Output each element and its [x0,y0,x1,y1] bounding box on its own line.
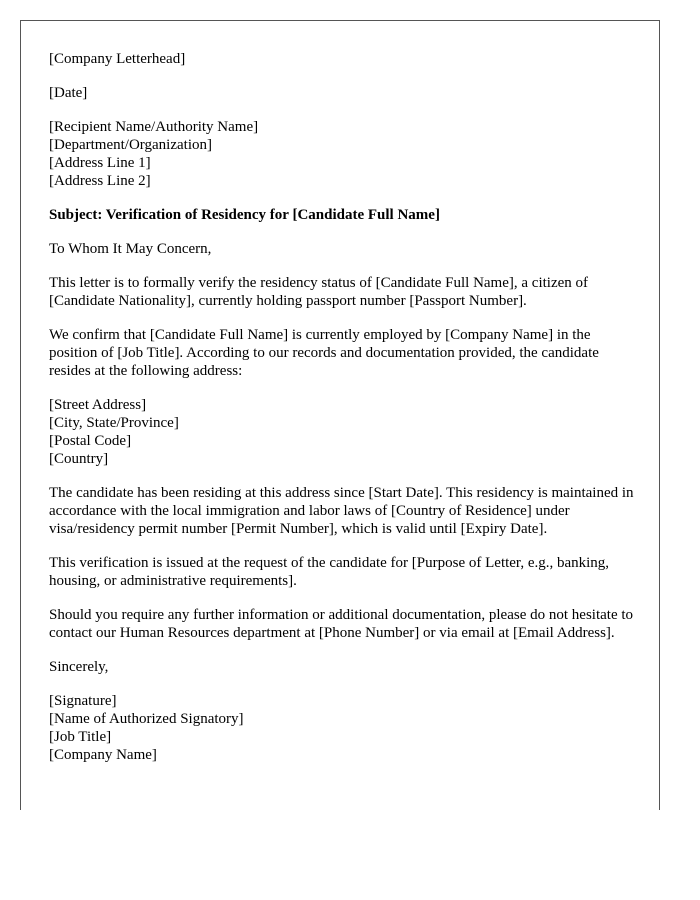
document-page [20,20,660,810]
recipient-block [49,118,639,190]
recipient-line: [Address Line 2] [49,173,151,189]
paragraph-text: We confirm that [Candidate Full Name] is currently employed by [Company Name] in the position of [Job Title]. According to our records and documentation provided, the candidate resides at the following address: [49,327,603,379]
salutation-text: To Whom It May Concern, [49,241,212,257]
paragraph-text: This verification is issued at the request of the candidate for [Purpose of Letter, e.g., banking, housing, or administrative requirements]. [49,555,613,589]
letterhead [49,50,639,68]
signature-block [49,692,639,764]
paragraph-2 [49,326,639,380]
signatory-company-line: [Company Name] [49,747,157,763]
recipient-line: [Department/Organization] [49,137,212,153]
closing [49,658,639,676]
paragraph-text: Should you require any further information or additional documentation, please do not hesitate to contact our Human Resources department at [Phone Number] or via email at [Email Address]. [49,607,637,641]
paragraph-4 [49,554,639,590]
subject-line [49,206,639,224]
letterhead-text: [Company Letterhead] [49,51,186,67]
paragraph-3 [49,484,639,538]
address-line: [Street Address] [49,397,147,413]
signatory-name-line: [Name of Authorized Signatory] [49,711,244,727]
paragraph-1 [49,274,639,310]
paragraph-5 [49,606,639,642]
date-text: [Date] [49,85,88,101]
recipient-line: [Address Line 1] [49,155,151,171]
closing-text: Sincerely, [49,659,109,675]
letter-body [49,50,639,780]
address-block [49,396,639,468]
signatory-title-line: [Job Title] [49,729,112,745]
address-line: [Postal Code] [49,433,132,449]
paragraph-text: This letter is to formally verify the residency status of [Candidate Full Name], a citizen of [Candidate Nationality], currently holding passport number [Passport Number]. [49,275,592,309]
address-line: [City, State/Province] [49,415,179,431]
subject-text: Subject: Verification of Residency for [Candidate Full Name] [49,207,440,223]
salutation [49,240,639,258]
paragraph-text: The candidate has been residing at this address since [Start Date]. This residency is maintained in accordance with the local immigration and labor laws of [Country of Residence] under visa/residency permit number [Permit Number], which is valid until [Expiry Date]. [49,485,638,537]
signature-line: [Signature] [49,693,117,709]
date-block [49,84,639,102]
recipient-line: [Recipient Name/Authority Name] [49,119,259,135]
address-line: [Country] [49,451,109,467]
